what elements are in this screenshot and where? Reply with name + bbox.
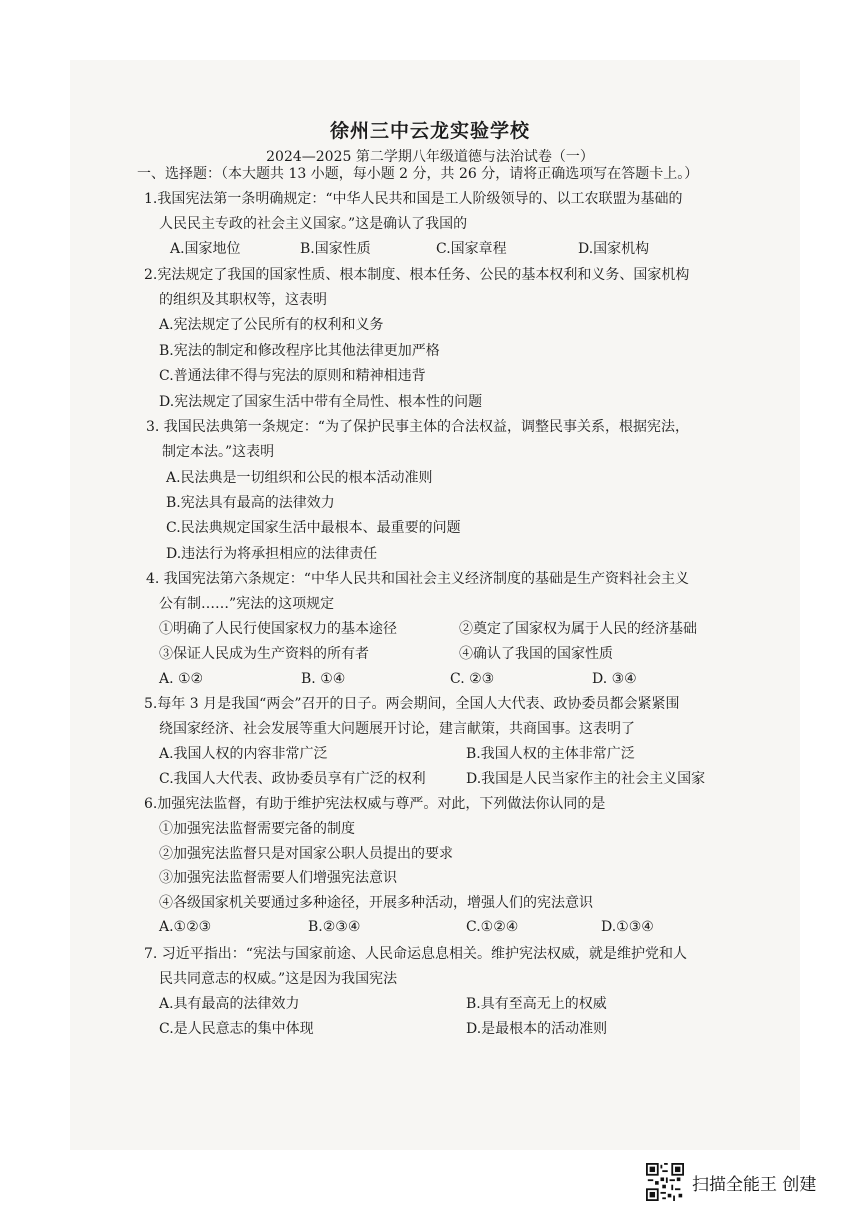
question-1-stem-line-1: 1.我国宪法第一条明确规定：“中华人民共和国是工人阶级领导的、以工农联盟为基础的 [144,191,683,207]
question-7-stem-line-1: 7. 习近平指出：“宪法与国家前途、人民命运息息相关。维护宪法权威，就是维护党和人 [144,946,687,962]
question-5-option-a: A.我国人权的内容非常广泛 [159,746,328,762]
question-3-option-a: A.民法典是一切组织和公民的根本活动准则 [166,470,433,486]
question-3-option-d: D.违法行为将承担相应的法律责任 [166,546,378,562]
question-6-item-4: ④各级国家机关要通过多种途径，开展多种活动，增强人们的宪法意识 [159,895,593,911]
question-6-item-2: ②加强宪法监督只是对国家公职人员提出的要求 [159,846,453,862]
question-4-option-a: A. ①② [159,671,204,687]
section-heading: 一、选择题：（本大题共 13 小题，每小题 2 分，共 26 分，请将正确选项写在答题卡上。） [137,166,699,182]
qr-code-icon [646,1163,684,1201]
question-2-option-a: A.宪法规定了公民所有的权利和义务 [159,317,384,333]
question-5-option-b: B.我国人权的主体非常广泛 [466,746,635,762]
question-7-option-c: C.是人民意志的集中体现 [159,1021,314,1037]
question-4-stem-line-1: 4. 我国宪法第六条规定：“中华人民共和国社会主义经济制度的基础是生产资料社会主义 [146,571,689,587]
question-2-option-c: C.普通法律不得与宪法的原则和精神相违背 [159,368,426,384]
scanner-app-label: 扫描全能王 创建 [692,1174,817,1195]
question-7-option-b: B.具有至高无上的权威 [466,996,607,1012]
question-3-option-c: C.民法典规定国家生活中最根本、最重要的问题 [166,520,461,536]
question-3-stem-line-1: 3. 我国民法典第一条规定：“为了保护民事主体的合法权益，调整民事关系，根据宪法， [146,419,689,435]
question-1-option-a: A.国家地位 [170,241,241,257]
question-2-option-b: B.宪法的制定和修改程序比其他法律更加严格 [159,343,440,359]
question-7-stem-line-2: 民共同意志的权威。”这是因为我国宪法 [159,971,398,987]
question-2-option-d: D.宪法规定了国家生活中带有全局性、根本性的问题 [159,394,483,410]
question-4-option-b: B. ①④ [301,671,346,687]
question-2-stem-line-1: 2.宪法规定了我国的国家性质、根本制度、根本任务、公民的基本权利和义务、国家机构 [144,267,690,283]
question-7-option-d: D.是最根本的活动准则 [466,1021,608,1037]
question-6-option-c: C.①②④ [466,919,519,935]
question-4-item-2: ②奠定了国家权为属于人民的经济基础 [459,621,697,637]
question-3-option-b: B.宪法具有最高的法律效力 [166,495,335,511]
document-subtitle: 2024—2025 第二学期八年级道德与法治试卷（一） [266,149,594,165]
question-2-stem-line-2: 的组织及其职权等，这表明 [159,292,327,308]
question-7-option-a: A.具有最高的法律效力 [159,996,300,1012]
question-4-stem-line-2: 公有制……”宪法的这项规定 [159,596,335,612]
question-5-stem-line-1: 5.每年 3 月是我国“两会”召开的日子。两会期间，全国人大代表、政协委员都会紧紧围 [144,696,680,712]
question-6-option-a: A.①②③ [159,919,212,935]
question-4-item-3: ③保证人民成为生产资料的所有者 [159,646,369,662]
question-4-item-4: ④确认了我国的国家性质 [459,646,613,662]
question-6-item-1: ①加强宪法监督需要完备的制度 [159,821,355,837]
question-5-option-c: C.我国人大代表、政协委员享有广泛的权利 [159,771,426,787]
question-6-stem-line-1: 6.加强宪法监督，有助于维护宪法权威与尊严。对此，下列做法你认同的是 [144,796,606,812]
question-6-item-3: ③加强宪法监督需要人们增强宪法意识 [159,870,397,886]
question-3-stem-line-2: 制定本法。”这表明 [162,444,275,460]
question-5-option-d: D.我国是人民当家作主的社会主义国家 [466,771,706,787]
question-1-option-c: C.国家章程 [436,241,507,257]
question-5-stem-line-2: 绕国家经济、社会发展等重大问题展开讨论，建言献策，共商国事。这表明了 [159,721,635,737]
question-6-option-d: D.①③④ [601,919,654,935]
question-4-item-1: ①明确了人民行使国家权力的基本途径 [159,621,397,637]
scanner-watermark [646,1162,816,1202]
question-6-option-b: B.②③④ [308,919,361,935]
question-4-option-d: D. ③④ [592,671,637,687]
question-1-option-b: B.国家性质 [300,241,371,257]
question-1-option-d: D.国家机构 [578,241,650,257]
question-4-option-c: C. ②③ [450,671,495,687]
question-1-stem-line-2: 人民民主专政的社会主义国家。”这是确认了我国的 [159,216,468,232]
document-title: 徐州三中云龙实验学校 [329,120,530,142]
